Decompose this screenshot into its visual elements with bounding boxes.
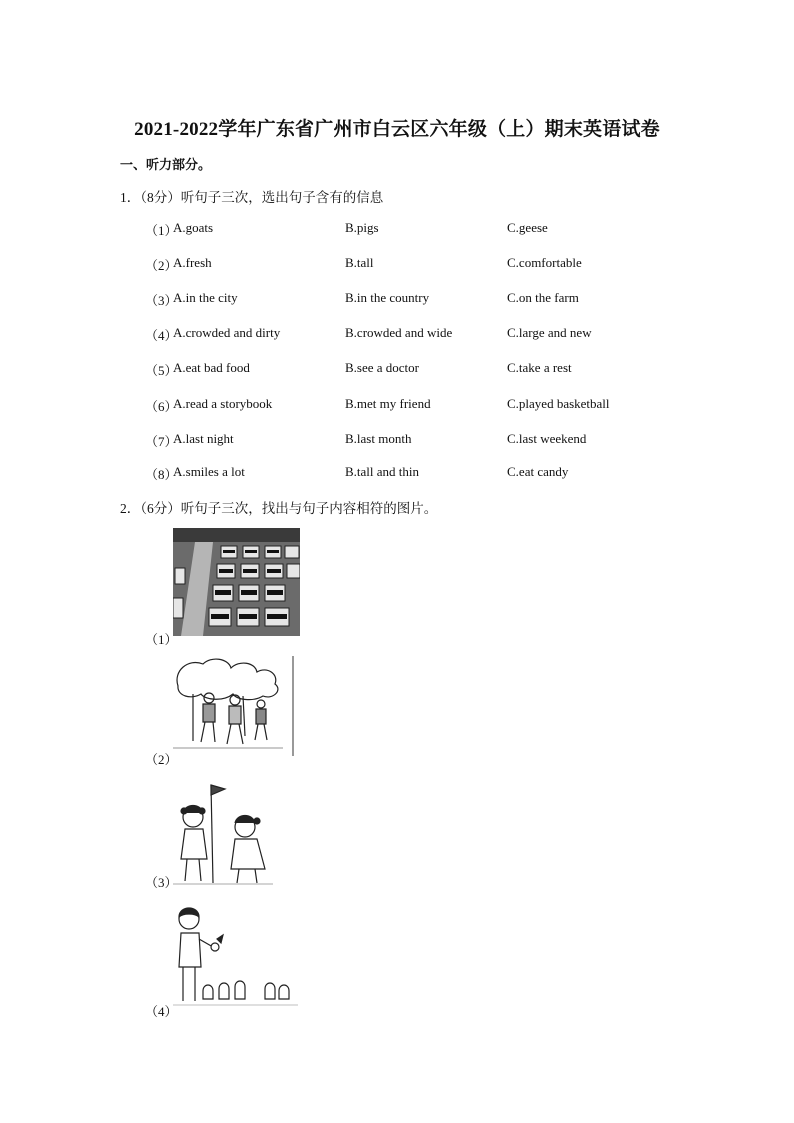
item-number: （6） bbox=[145, 399, 178, 414]
picture-number: （2） bbox=[145, 752, 178, 767]
item-number: （4） bbox=[145, 328, 178, 343]
option-b: B.see a doctor bbox=[345, 360, 420, 375]
option-b: B.tall and thin bbox=[345, 464, 420, 479]
traffic-jam-photo bbox=[173, 528, 300, 636]
option-row bbox=[0, 325, 794, 345]
option-c: C.eat candy bbox=[507, 464, 569, 479]
option-c: C.take a rest bbox=[507, 360, 572, 375]
option-c: C.geese bbox=[507, 220, 548, 235]
question-1-stem: 1．（8分）听句子三次，选出句子含有的信息 bbox=[120, 190, 384, 205]
question-2-stem: 2．（6分）听句子三次，找出与句子内容相符的图片。 bbox=[120, 501, 438, 516]
option-b: B.pigs bbox=[345, 220, 379, 235]
item-number: （3） bbox=[145, 293, 178, 308]
item-number: （8） bbox=[145, 467, 178, 482]
page-title: 2021-2022学年广东省广州市白云区六年级（上）期末英语试卷 bbox=[134, 119, 660, 140]
picture-number: （1） bbox=[145, 632, 178, 647]
option-row bbox=[0, 290, 794, 310]
option-a: A.read a storybook bbox=[173, 396, 273, 411]
picture-number: （4） bbox=[145, 1004, 178, 1019]
option-b: B.in the country bbox=[345, 290, 430, 305]
option-a: A.fresh bbox=[173, 255, 212, 270]
section-heading: 一、听力部分。 bbox=[120, 157, 212, 172]
option-c: C.large and new bbox=[507, 325, 592, 340]
option-a: A.smiles a lot bbox=[173, 464, 245, 479]
option-c: C.on the farm bbox=[507, 290, 579, 305]
girl-feeding-birds-drawing bbox=[173, 905, 300, 1009]
option-a: A.in the city bbox=[173, 290, 238, 305]
option-c: C.last weekend bbox=[507, 431, 587, 446]
item-number: （7） bbox=[145, 434, 178, 449]
picture-number: （3） bbox=[145, 875, 178, 890]
option-b: B.tall bbox=[345, 255, 374, 270]
option-row bbox=[0, 220, 794, 240]
option-b: B.met my friend bbox=[345, 396, 431, 411]
item-number: （1） bbox=[145, 223, 178, 238]
option-c: C.played basketball bbox=[507, 396, 610, 411]
item-number: （2） bbox=[145, 258, 178, 273]
option-a: A.crowded and dirty bbox=[173, 325, 281, 340]
option-a: A.last night bbox=[173, 431, 234, 446]
option-row bbox=[0, 255, 794, 275]
option-row bbox=[0, 464, 794, 484]
option-b: B.last month bbox=[345, 431, 412, 446]
option-c: C.comfortable bbox=[507, 255, 582, 270]
children-walking-trees-drawing bbox=[173, 656, 295, 756]
option-a: A.eat bad food bbox=[173, 360, 250, 375]
option-row bbox=[0, 360, 794, 380]
children-with-flag-drawing bbox=[173, 783, 281, 886]
item-number: （5） bbox=[145, 363, 178, 378]
option-b: B.crowded and wide bbox=[345, 325, 453, 340]
option-row bbox=[0, 396, 794, 416]
option-a: A.goats bbox=[173, 220, 214, 235]
option-row bbox=[0, 431, 794, 451]
